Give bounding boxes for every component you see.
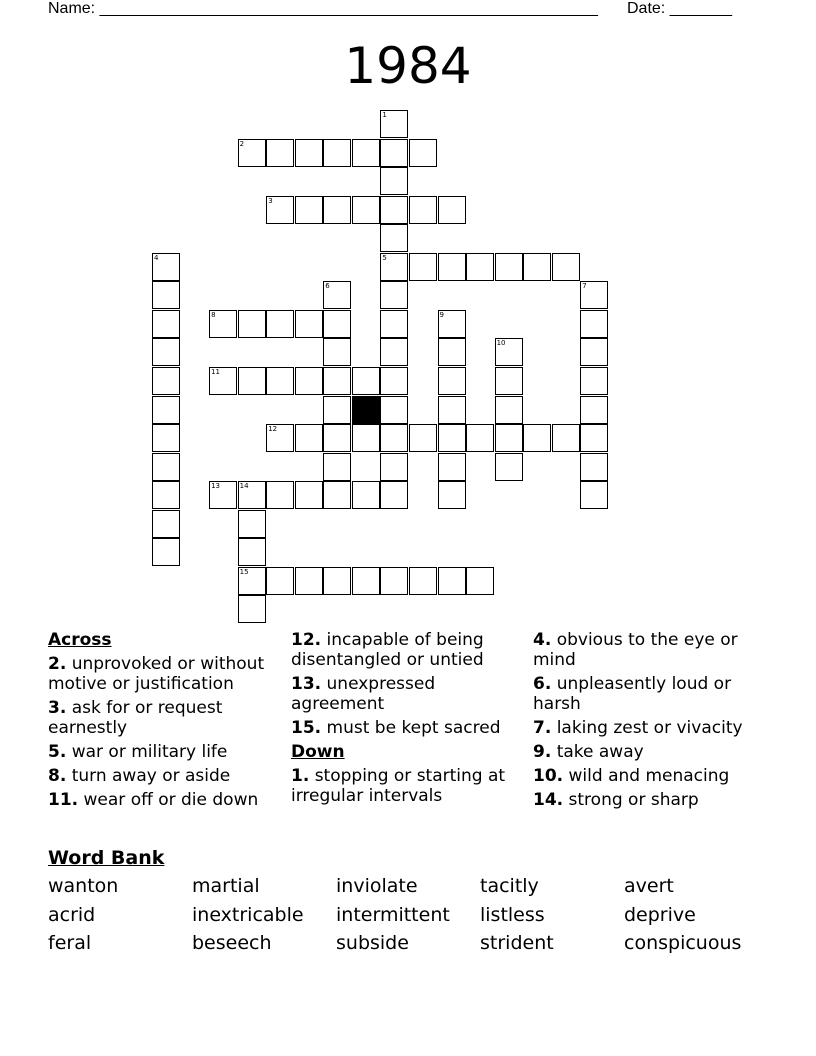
grid-cell[interactable] xyxy=(380,481,408,509)
black-square xyxy=(352,396,380,424)
down-clue-6: 6. unpleasently loud or harsh xyxy=(533,674,732,714)
grid-cell[interactable] xyxy=(380,424,408,452)
grid-cell[interactable] xyxy=(295,481,323,509)
word-bank-item: martial xyxy=(192,875,260,897)
grid-cell[interactable] xyxy=(238,595,266,623)
clue-number: 1 xyxy=(382,111,387,119)
grid-cell[interactable] xyxy=(295,139,323,167)
word-bank-item: listless xyxy=(480,904,545,926)
grid-cell[interactable] xyxy=(152,538,180,566)
word-bank-title: Word Bank xyxy=(48,847,165,869)
grid-cell[interactable] xyxy=(295,367,323,395)
across-clue-11: 11. wear off or die down xyxy=(48,790,259,810)
grid-cell[interactable] xyxy=(438,196,466,224)
down-clue-9: 9. take away xyxy=(533,742,644,762)
grid-cell[interactable] xyxy=(352,196,380,224)
grid-cell[interactable] xyxy=(295,196,323,224)
grid-cell[interactable] xyxy=(380,196,408,224)
grid-cell[interactable] xyxy=(266,567,294,595)
grid-cell[interactable] xyxy=(209,481,237,509)
clue-number: 4 xyxy=(154,253,159,262)
grid-cell[interactable] xyxy=(266,367,294,395)
grid-cell[interactable] xyxy=(152,510,180,538)
grid-cell[interactable] xyxy=(380,110,408,138)
grid-cell[interactable] xyxy=(380,567,408,595)
clue-number: 9 xyxy=(439,310,444,319)
grid-cell[interactable] xyxy=(438,481,466,509)
grid-cell[interactable] xyxy=(352,139,380,167)
grid-cell[interactable] xyxy=(152,253,180,281)
grid-cell[interactable] xyxy=(438,396,466,424)
grid-cell[interactable] xyxy=(380,338,408,366)
clues-column-2 xyxy=(291,630,516,810)
clue-number: 6 xyxy=(325,282,330,291)
grid-cell[interactable] xyxy=(352,481,380,509)
clues-column-3 xyxy=(533,630,763,814)
grid-cell[interactable] xyxy=(523,253,551,281)
clue-number: 2 xyxy=(239,139,245,148)
clues-column-1 xyxy=(48,630,288,814)
across-clue-12: 12. incapable of being disentangled or untied xyxy=(291,630,484,670)
clue-number: 14 xyxy=(239,482,249,491)
across-clue-2: 2. unprovoked or without motive or justification xyxy=(48,654,265,694)
grid-cell[interactable] xyxy=(580,310,608,338)
grid-cell[interactable] xyxy=(438,253,466,281)
grid-cell[interactable] xyxy=(380,367,408,395)
word-bank-item: inextricable xyxy=(192,904,304,926)
grid-cell[interactable] xyxy=(466,567,494,595)
grid-cell[interactable] xyxy=(466,253,494,281)
down-clue-4: 4. obvious to the eye or mind xyxy=(533,630,738,670)
grid-cell[interactable] xyxy=(323,424,351,452)
grid-cell[interactable] xyxy=(238,481,266,509)
grid-cell[interactable] xyxy=(352,367,380,395)
grid-cell[interactable] xyxy=(580,453,608,481)
grid-cell[interactable] xyxy=(380,253,408,281)
grid-cell[interactable] xyxy=(323,338,351,366)
grid-cell[interactable] xyxy=(438,338,466,366)
grid-cell[interactable] xyxy=(152,367,180,395)
grid-cell[interactable] xyxy=(323,367,351,395)
grid-cell[interactable] xyxy=(152,424,180,452)
grid-cell[interactable] xyxy=(409,567,437,595)
word-bank-item: conspicuous xyxy=(624,932,742,954)
date-field-label: Date: _______ xyxy=(627,0,732,17)
grid-cell[interactable] xyxy=(323,139,351,167)
grid-cell[interactable] xyxy=(495,338,523,366)
grid-cell[interactable] xyxy=(380,167,408,195)
down-clue-10: 10. wild and menacing xyxy=(533,766,730,786)
down-clue-7: 7. laking zest or vivacity xyxy=(533,718,743,738)
across-clue-3: 3. ask for or request earnestly xyxy=(48,698,223,738)
word-bank-item: inviolate xyxy=(336,875,418,897)
grid-cell[interactable] xyxy=(495,367,523,395)
grid-cell[interactable] xyxy=(495,424,523,452)
grid-cell[interactable] xyxy=(152,453,180,481)
grid-cell[interactable] xyxy=(438,567,466,595)
grid-cell[interactable] xyxy=(495,453,523,481)
grid-cell[interactable] xyxy=(380,310,408,338)
grid-cell[interactable] xyxy=(323,310,351,338)
clue-number: 10 xyxy=(496,339,506,348)
grid-cell[interactable] xyxy=(323,281,351,309)
clue-number: 11 xyxy=(211,367,221,376)
grid-cell[interactable] xyxy=(580,281,608,309)
word-bank-item: strident xyxy=(480,932,554,954)
across-clue-15: 15. must be kept sacred xyxy=(291,718,501,738)
grid-cell[interactable] xyxy=(323,196,351,224)
grid-cell[interactable] xyxy=(238,367,266,395)
grid-cell[interactable] xyxy=(266,310,294,338)
grid-cell[interactable] xyxy=(438,453,466,481)
grid-cell[interactable] xyxy=(266,139,294,167)
clue-number: 8 xyxy=(211,310,216,319)
grid-cell[interactable] xyxy=(323,396,351,424)
clue-number: 15 xyxy=(239,567,249,576)
grid-cell[interactable] xyxy=(152,310,180,338)
puzzle-title: 1984 xyxy=(344,37,472,95)
across-clue-13: 13. unexpressed agreement xyxy=(291,674,436,714)
grid-cell[interactable] xyxy=(552,253,580,281)
grid-cell[interactable] xyxy=(238,567,266,595)
grid-cell[interactable] xyxy=(152,338,180,366)
down-clue-1: 1. stopping or starting at irregular intervals xyxy=(291,766,506,806)
grid-cell[interactable] xyxy=(323,567,351,595)
grid-cell[interactable] xyxy=(238,538,266,566)
grid-cell[interactable] xyxy=(323,481,351,509)
grid-cell[interactable] xyxy=(495,253,523,281)
grid-cell[interactable] xyxy=(380,139,408,167)
grid-cell[interactable] xyxy=(380,224,408,252)
word-bank-item: subside xyxy=(336,932,409,954)
grid-cell[interactable] xyxy=(580,338,608,366)
grid-cell[interactable] xyxy=(152,281,180,309)
clue-number: 3 xyxy=(268,196,273,205)
word-bank-item: acrid xyxy=(48,904,96,926)
down-clue-14: 14. strong or sharp xyxy=(533,790,699,810)
grid-cell[interactable] xyxy=(266,481,294,509)
word-bank-item: feral xyxy=(48,932,92,954)
grid-cell[interactable] xyxy=(580,396,608,424)
grid-cell[interactable] xyxy=(495,396,523,424)
grid-cell[interactable] xyxy=(409,196,437,224)
grid-cell[interactable] xyxy=(438,367,466,395)
word-bank-item: deprive xyxy=(624,904,696,926)
clue-number: 5 xyxy=(382,253,387,262)
grid-cell[interactable] xyxy=(352,424,380,452)
grid-cell[interactable] xyxy=(266,196,294,224)
word-bank-item: tacitly xyxy=(480,875,539,897)
grid-cell[interactable] xyxy=(438,424,466,452)
grid-cell[interactable] xyxy=(523,424,551,452)
grid-cell[interactable] xyxy=(152,481,180,509)
across-clue-5: 5. war or military life xyxy=(48,742,228,762)
across-clue-8: 8. turn away or aside xyxy=(48,766,231,786)
grid-cell[interactable] xyxy=(380,396,408,424)
grid-cell[interactable] xyxy=(295,424,323,452)
grid-cell[interactable] xyxy=(438,310,466,338)
grid-cell[interactable] xyxy=(409,424,437,452)
grid-cell[interactable] xyxy=(580,424,608,452)
grid-cell[interactable] xyxy=(380,281,408,309)
grid-cell[interactable] xyxy=(380,453,408,481)
grid-cell[interactable] xyxy=(409,139,437,167)
grid-cell[interactable] xyxy=(209,310,237,338)
grid-cell[interactable] xyxy=(238,139,266,167)
word-bank-item: wanton xyxy=(48,875,119,897)
grid-cell[interactable] xyxy=(209,367,237,395)
word-bank-item: beseech xyxy=(192,932,272,954)
clue-number: 12 xyxy=(268,425,278,434)
word-bank-item: avert xyxy=(624,875,674,897)
clue-number: 7 xyxy=(582,282,587,291)
grid-cell[interactable] xyxy=(238,510,266,538)
grid-cell[interactable] xyxy=(238,310,266,338)
grid-cell[interactable] xyxy=(295,310,323,338)
grid-cell[interactable] xyxy=(580,481,608,509)
grid-cell[interactable] xyxy=(352,567,380,595)
grid-cell[interactable] xyxy=(323,453,351,481)
clue-number: 13 xyxy=(211,482,221,491)
word-bank-item: intermittent xyxy=(336,904,450,926)
grid-cell[interactable] xyxy=(409,253,437,281)
grid-cell[interactable] xyxy=(295,567,323,595)
grid-cell[interactable] xyxy=(152,396,180,424)
name-field-label: Name: ________________________________________________________ xyxy=(48,0,598,17)
grid-cell[interactable] xyxy=(552,424,580,452)
grid-cell[interactable] xyxy=(580,367,608,395)
across-heading: Across xyxy=(48,630,112,650)
down-heading: Down xyxy=(291,742,345,762)
grid-cell[interactable] xyxy=(466,424,494,452)
grid-cell[interactable] xyxy=(266,424,294,452)
